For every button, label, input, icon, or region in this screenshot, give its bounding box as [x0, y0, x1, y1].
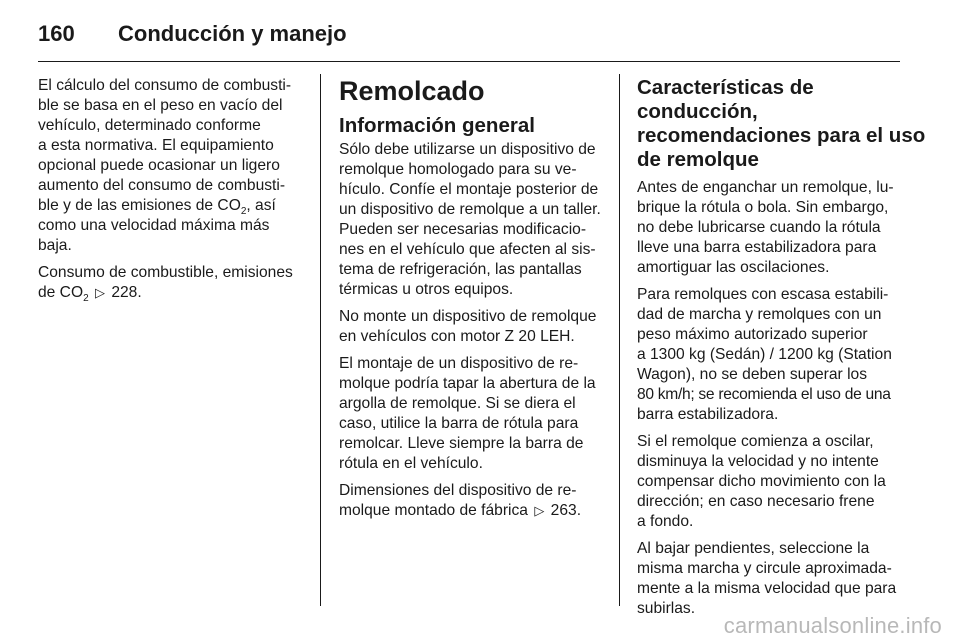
subscript: 2	[240, 206, 247, 218]
text-line: mente a la misma velocidad que para	[637, 580, 897, 597]
section-title: Remolcado	[339, 76, 485, 106]
paragraph-speed-limit	[637, 285, 902, 425]
text-line: vehículo, determinado conforme	[38, 117, 261, 134]
text-fragment: de CO	[38, 284, 84, 301]
text-line: ble se basa en el peso en vacío del	[38, 97, 283, 114]
text-line: barra estabilizadora.	[637, 406, 779, 423]
paragraph-lubrication	[637, 178, 902, 278]
text-line: Wagon), no se deben superar los	[637, 366, 867, 383]
text-line: en vehículos con motor Z 20 LEH.	[339, 328, 575, 345]
text-line: subirlas.	[637, 600, 696, 617]
text-line: brique la rótula o bola. Sin embargo,	[637, 199, 889, 216]
text-line: amortiguar las oscilaciones.	[637, 259, 830, 276]
column-3	[637, 76, 926, 626]
text-line: peso máximo autorizado superior	[637, 326, 868, 343]
text-line	[339, 501, 603, 521]
text-line: rótula en el vehículo.	[339, 455, 483, 472]
watermark: carmanualsonline.info	[723, 613, 942, 638]
text-line: El montaje de un dispositivo de re-	[339, 355, 579, 372]
page-number: 160	[38, 21, 75, 46]
header-rule	[38, 61, 900, 62]
chapter-title: Conducción y manejo	[118, 21, 347, 46]
text-line: lleve una barra estabilizadora para	[637, 239, 877, 256]
title-line: de remolque	[637, 148, 759, 171]
subsection-title: Información general	[339, 114, 535, 137]
page-reference[interactable]: 228.	[111, 284, 142, 301]
text-line: Consumo de combustible, emisiones	[38, 264, 293, 281]
text-line: opcional puede ocasionar un ligero	[38, 157, 280, 174]
title-line: conducción,	[637, 100, 758, 123]
text-line: Dimensiones del dispositivo de re-	[339, 482, 577, 499]
title-line: recomendaciones para el uso	[637, 124, 926, 147]
paragraph-consumption-reference	[38, 263, 306, 303]
reference-arrow-icon[interactable]: ▷	[534, 503, 545, 518]
column-1	[38, 76, 306, 310]
text-line: como una velocidad máxima más	[38, 217, 270, 234]
text-line: a esta normativa. El equipamiento	[38, 137, 274, 154]
column-2	[339, 76, 603, 528]
paragraph-homologated-device	[339, 140, 603, 300]
text-line: No monte un dispositivo de remolque	[339, 308, 597, 325]
text-line: a 1300 kg (Sedán) / 1200 kg (Station	[637, 346, 892, 363]
text-line: baja.	[38, 237, 72, 254]
column-divider-right	[619, 74, 620, 606]
text-line: Al bajar pendientes, seleccione la	[637, 540, 870, 557]
text-line: térmicas u otros equipos.	[339, 281, 514, 298]
paragraph-engine-restriction	[339, 307, 603, 347]
paragraph-oscillation	[637, 432, 902, 532]
paragraph-downhill	[637, 539, 902, 619]
text-line: Si el remolque comienza a oscilar,	[637, 433, 874, 450]
text-line: disminuya la velocidad y no intente	[637, 453, 879, 470]
page-reference[interactable]: 263.	[550, 502, 582, 519]
text-line: Antes de enganchar un remolque, lu-	[637, 179, 894, 196]
text-line: un dispositivo de remolque a un taller.	[339, 201, 601, 218]
text-line: Sólo debe utilizarse un dispositivo de	[339, 141, 596, 158]
text-line: hículo. Confíe el montaje posterior de	[339, 181, 599, 198]
text-line: molque podría tapar la abertura de la	[339, 375, 596, 392]
text-line: remolcar. Lleve siempre la barra de	[339, 435, 584, 452]
text-line: remolque homologado para su ve-	[339, 161, 577, 178]
text-line	[38, 283, 306, 303]
column-divider-left	[320, 74, 321, 606]
text-line: compensar dicho movimiento con la	[637, 473, 886, 490]
text-line: no debe lubricarse cuando la rótula	[637, 219, 881, 236]
text-fragment: , así	[246, 197, 276, 214]
text-line: a fondo.	[637, 513, 694, 530]
text-line: dirección; en caso necesario frene	[637, 493, 875, 510]
paragraph-dimensions-reference	[339, 481, 603, 521]
paragraph-towing-eye	[339, 354, 603, 474]
text-line: aumento del consumo de combusti-	[38, 177, 286, 194]
text-line	[38, 196, 306, 216]
paragraph-consumption-calculation	[38, 76, 306, 256]
subscript: 2	[83, 293, 89, 305]
text-line: misma marcha y circule aproximada-	[637, 560, 892, 577]
text-line: Para remolques con escasa estabili-	[637, 286, 889, 303]
text-line: dad de marcha y remolques con un	[637, 306, 882, 323]
text-fragment: molque montado de fábrica	[339, 502, 528, 519]
text-line: caso, utilice la barra de rótula para	[339, 415, 579, 432]
text-line: Pueden ser necesarias modificacio-	[339, 221, 587, 238]
reference-arrow-icon[interactable]: ▷	[94, 285, 105, 300]
text-line: tema de refrigeración, las pantallas	[339, 261, 582, 278]
section-title-driving-characteristics	[637, 76, 926, 172]
text-line: 80 km/h; se recomienda el uso de una	[637, 386, 891, 403]
text-line: nes en el vehículo que afecten al sis-	[339, 241, 596, 258]
page-header	[38, 14, 347, 54]
text-line: El cálculo del consumo de combusti-	[38, 77, 292, 94]
text-line: argolla de remolque. Si se diera el	[339, 395, 576, 412]
title-line: Características de	[637, 76, 814, 99]
text-fragment: ble y de las emisiones de CO	[38, 197, 241, 214]
